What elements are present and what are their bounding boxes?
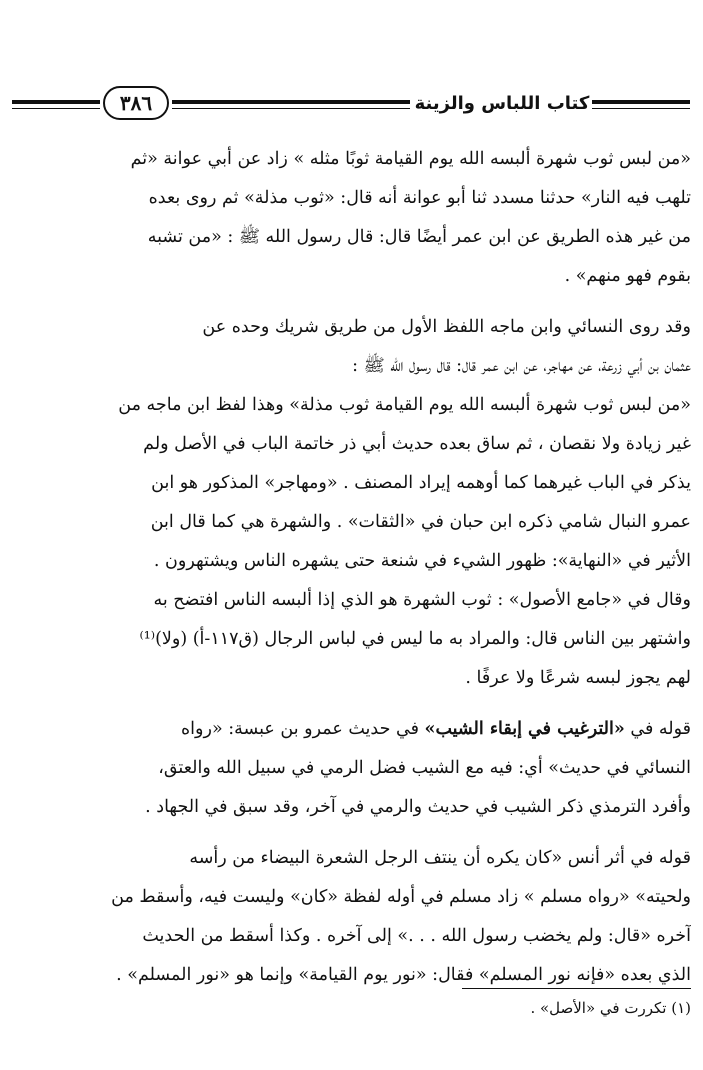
text-line: وقد روى النسائي وابن ماجه اللفظ الأول من طريق شريك وحده عن <box>202 317 691 337</box>
text-fragment: في حديث عمرو بن عبسة: «رواه <box>181 719 425 739</box>
page-number: ٣٨٦ <box>103 86 169 120</box>
text-line <box>16 710 691 749</box>
text-line: آخره «قال: ولم يخضب رسول الله . . .» إلى آخره . وكذا أسقط من الحديث <box>142 926 691 946</box>
text-line: قوله في أثر أنس «كان يكره أن ينتف الرجل الشعرة البيضاء من رأسه <box>189 848 691 868</box>
page-header <box>0 86 703 126</box>
header-rule-middle <box>172 100 410 109</box>
text-line: تلهب فيه النار» حدثنا مسدد ثنا أبو عوانة أنه قال: «ثوب مذلة» ثم روى بعده <box>148 188 691 208</box>
paragraph-4 <box>16 839 691 995</box>
text-line: «من لبس ثوب شهرة ألبسه الله يوم القيامة ثوبًا مثله » زاد عن أبي عوانة «ثم <box>130 149 691 169</box>
text-line: وأفرد الترمذي ذكر الشيب في حديث والرمي في آخر، وقد سبق في الجهاد . <box>145 797 691 817</box>
text-line: الأثير في «النهاية»: ظهور الشيء في شنعة حتى يشهره الناس ويشتهرون . <box>153 551 691 571</box>
text-fragment: قوله في <box>624 719 691 739</box>
text-line: يذكر في الباب غيرهما كما أوهمه إيراد المصنف . «ومهاجر» المذكور هو ابن <box>151 473 691 493</box>
text-line: واشتهر بين الناس قال: والمراد به ما ليس في لباس الرجال (ق١١٧-أ) (ولا)⁽¹⁾ <box>139 629 691 649</box>
text-line: بقوم فهو منهم» . <box>564 266 691 286</box>
paragraph-3 <box>16 710 691 827</box>
paragraph-2 <box>16 308 691 698</box>
text-line: النسائي في حديث» أي: فيه مع الشيب فضل الرمي في سبيل الله والعتق، <box>158 758 691 778</box>
text-line: من غير هذه الطريق عن ابن عمر أيضًا قال: قال رسول الله ﷺ : «من تشبه <box>147 227 691 247</box>
text-line: وقال في «جامع الأصول» : ثوب الشهرة هو الذي إذا ألبسه الناس افتضح به <box>153 590 691 610</box>
book-title: كتاب اللباس والزينة <box>414 93 590 114</box>
text-line: غير زيادة ولا نقصان ، ثم ساق بعده حديث أبي ذر خاتمة الباب في الأصل ولم <box>143 434 691 454</box>
text-line: ولحيته» «رواه مسلم » زاد مسلم في أوله لفظة «كان» وليست فيه، وأسقط من <box>111 887 691 907</box>
footnote: (١) تكررت في «الأصل» . <box>530 999 691 1017</box>
text-line: عمرو النبال شامي ذكره ابن حبان في «الثقات» . والشهرة هي كما قال ابن <box>150 512 691 532</box>
header-rule-left <box>12 100 100 109</box>
page-body <box>16 140 691 995</box>
text-line: «من لبس ثوب شهرة ألبسه الله يوم القيامة ثوب مذلة» وهذا لفظ ابن ماجه من <box>118 395 691 415</box>
paragraph-1 <box>16 140 691 296</box>
text-line: الذي بعده «فإنه نور المسلم» فقال: «نور يوم القيامة» وإنما هو «نور المسلم» . <box>116 965 691 985</box>
text-line: عثمان بن أبي زرعة، عن مهاجر، عن ابن عمر قال: قال رسول الله ﷺ : <box>352 356 691 376</box>
footnote-divider <box>462 988 691 989</box>
text-line: لهم يجوز لبسه شرعًا ولا عرفًا . <box>465 668 691 688</box>
bold-heading: «الترغيب في إبقاء الشيب» <box>424 719 625 739</box>
header-rule-right <box>592 100 690 109</box>
